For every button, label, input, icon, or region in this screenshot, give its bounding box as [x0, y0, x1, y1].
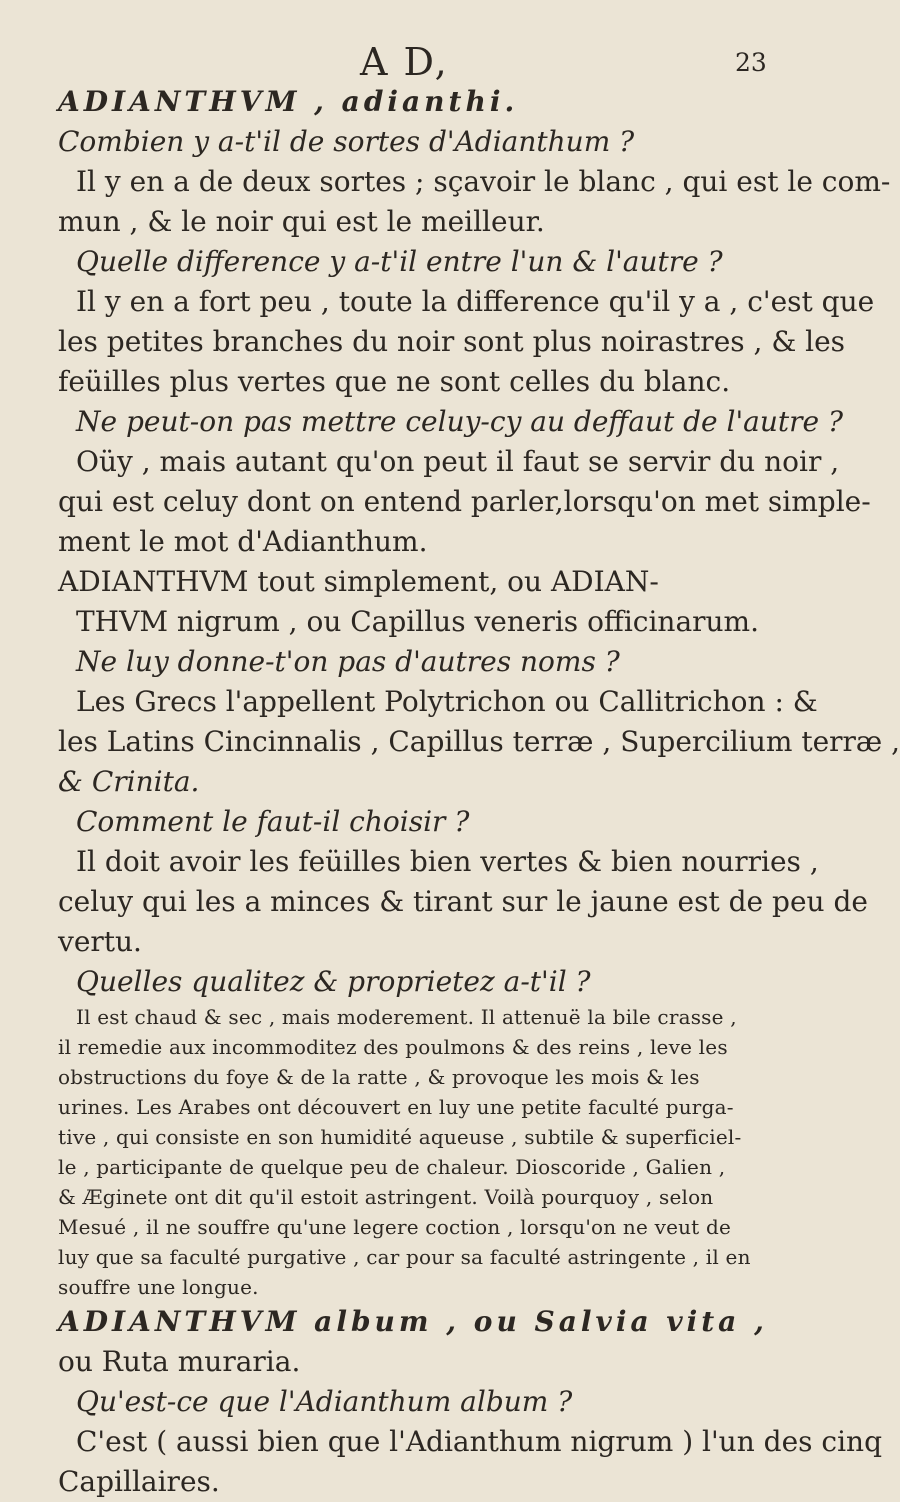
- text-line: Ne peut-on pas mettre celuy-cy au deffaut de l'autre ?: [76, 405, 844, 438]
- body-text: [58, 82, 900, 1502]
- text-line: THVM nigrum , ou Capillus veneris officinarum.: [76, 605, 760, 638]
- text-line: feüilles plus vertes que ne sont celles du blanc.: [58, 365, 731, 398]
- text-line: les Latins Cincinnalis , Capillus terræ , Supercilium terræ ,: [58, 725, 900, 758]
- text-line: ou Ruta muraria.: [58, 1345, 301, 1378]
- text-line: vertu.: [58, 925, 142, 958]
- text-line: Capillaires.: [58, 1465, 220, 1498]
- text-line: Combien y a-t'il de sortes d'Adianthum ?: [58, 125, 635, 158]
- text-line: tive , qui consiste en son humidité aqueuse , subtile & superficiel-: [58, 1125, 742, 1149]
- text-line: Ne luy donne-t'on pas d'autres noms ?: [76, 645, 620, 678]
- text-line: C'est ( aussi bien que l'Adianthum nigrum ) l'un des cinq: [76, 1425, 882, 1458]
- text-line: Il doit avoir les feüilles bien vertes & bien nourries ,: [76, 845, 819, 878]
- page-header: [0, 36, 800, 84]
- text-line: obstructions du foye & de la ratte , & provoque les mois & les: [58, 1065, 700, 1089]
- text-line: Quelles qualitez & proprietez a-t'il ?: [76, 965, 591, 998]
- text-line: Comment le faut-il choisir ?: [76, 805, 470, 838]
- page-number: 23: [735, 48, 767, 77]
- text-line: les petites branches du noir sont plus noirastres , & les: [58, 325, 846, 358]
- text-line: Quelle difference y a-t'il entre l'un & l'autre ?: [76, 245, 723, 278]
- text-line: Il y en a de deux sortes ; sçavoir le blanc , qui est le com-: [76, 165, 891, 198]
- text-line: urines. Les Arabes ont découvert en luy une petite faculté purga-: [58, 1095, 734, 1119]
- text-line: le , participante de quelque peu de chaleur. Dioscoride , Galien ,: [58, 1155, 726, 1179]
- text-line: luy que sa faculté purgative , car pour sa faculté astringente , il en: [58, 1245, 751, 1269]
- text-line: ADIANTHVM album , ou Salvia vita ,: [58, 1305, 768, 1338]
- text-line: Il y en a fort peu , toute la difference qu'il y a , c'est que: [76, 285, 875, 318]
- text-line: il remedie aux incommoditez des poulmons & des reins , leve les: [58, 1035, 728, 1059]
- running-head: A D,: [360, 40, 449, 84]
- text-line: Qu'est-ce que l'Adianthum album ?: [76, 1385, 573, 1418]
- text-line: qui est celuy dont on entend parler,lorsqu'on met simple-: [58, 485, 871, 518]
- text-line: ADIANTHVM tout simplement, ou ADIAN-: [58, 565, 659, 598]
- text-line: Il est chaud & sec , mais moderement. Il attenuë la bile crasse ,: [76, 1005, 737, 1029]
- text-line: Oüy , mais autant qu'on peut il faut se servir du noir ,: [76, 445, 840, 478]
- text-line: souffre une longue.: [58, 1275, 259, 1299]
- text-line: celuy qui les a minces & tirant sur le jaune est de peu de: [58, 885, 868, 918]
- text-line: mun , & le noir qui est le meilleur.: [58, 205, 545, 238]
- text-line: Mesué , il ne souffre qu'une legere coction , lorsqu'on ne veut de: [58, 1215, 732, 1239]
- text-line: ADIANTHVM , adianthi.: [58, 85, 519, 118]
- text-line: & Æginete ont dit qu'il estoit astringent. Voilà pourquoy , selon: [58, 1185, 714, 1209]
- text-line: Les Grecs l'appellent Polytrichon ou Callitrichon : &: [76, 685, 818, 718]
- text-line: & Crinita.: [58, 765, 200, 798]
- text-line: ment le mot d'Adianthum.: [58, 525, 428, 558]
